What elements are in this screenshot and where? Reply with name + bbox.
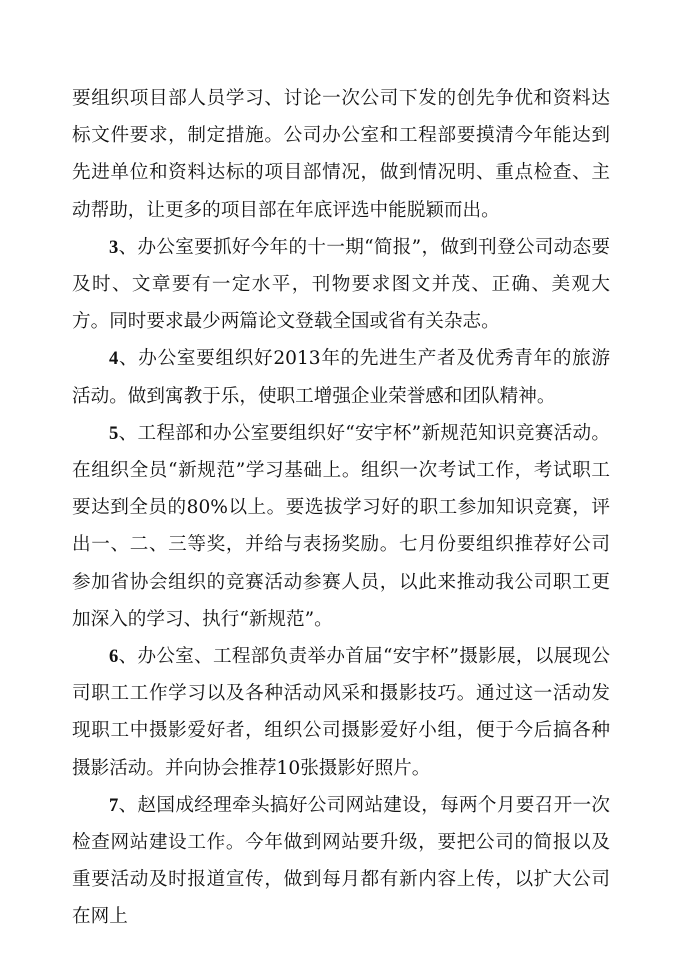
item-number-7: 7 (109, 794, 119, 816)
paragraph-item-7-text: 、赵国成经理牵头搞好公司网站建设，每两个月要召开一次检查网站建设工作。今年做到网站要升级，要把公司的简报以及重要活动及时报道宣传，做到每月都有新内容上传，以扩大公司在网上 (72, 794, 610, 928)
paragraph-1 (72, 80, 610, 229)
item-number-5: 5 (109, 422, 119, 444)
paragraph-item-3 (72, 229, 610, 341)
item-number-6: 6 (109, 646, 119, 668)
paragraph-item-3-text: 、办公室要抓好今年的十一期“简报”，做到刊登公司动态要及时、文章要有一定水平，刊物要求图文并茂、正确、美观大方。同时要求最少两篇论文登载全国或省有关杂志。 (72, 236, 610, 333)
paragraph-item-5 (72, 415, 610, 638)
paragraph-item-7 (72, 787, 610, 936)
paragraph-item-6-text: 、办公室、工程部负责举办首届“安宇杯”摄影展，以展现公司职工工作学习以及各种活动风采和摄影技巧。通过这一活动发现职工中摄影爱好者，组织公司摄影爱好小组，便于今后搞各种摄影活动。并向协会推荐10张摄影好照片。 (72, 646, 610, 779)
paragraph-item-6 (72, 638, 610, 787)
item-number-4: 4 (109, 348, 119, 370)
paragraph-1-text: 要组织项目部人员学习、讨论一次公司下发的创先争优和资料达标文件要求，制定措施。公司办公室和工程部要摸清今年能达到先进单位和资料达标的项目部情况，做到情况明、重点检查、主动帮助，让更多的项目部在年底评选中能脱颖而出。 (72, 88, 610, 221)
paragraph-item-4-text: 、办公室要组织好2013年的先进生产者及优秀青年的旅游活动。做到寓教于乐，使职工增强企业荣誉感和团队精神。 (72, 348, 610, 407)
paragraph-item-4 (72, 340, 610, 414)
item-number-3: 3 (109, 236, 119, 258)
paragraph-item-5-text: 、工程部和办公室要组织好“安宇杯”新规范知识竞赛活动。在组织全员“新规范”学习基础上。组织一次考试工作，考试职工要达到全员的80%以上。要选拔学习好的职工参加知识竞赛，评出一、二、三等奖，并给与表扬奖励。七月份要组织推荐好公司参加省协会组织的竞赛活动参赛人员，以此来推动我公司职工更加深入的学习、执行“新规范”。 (72, 422, 610, 630)
